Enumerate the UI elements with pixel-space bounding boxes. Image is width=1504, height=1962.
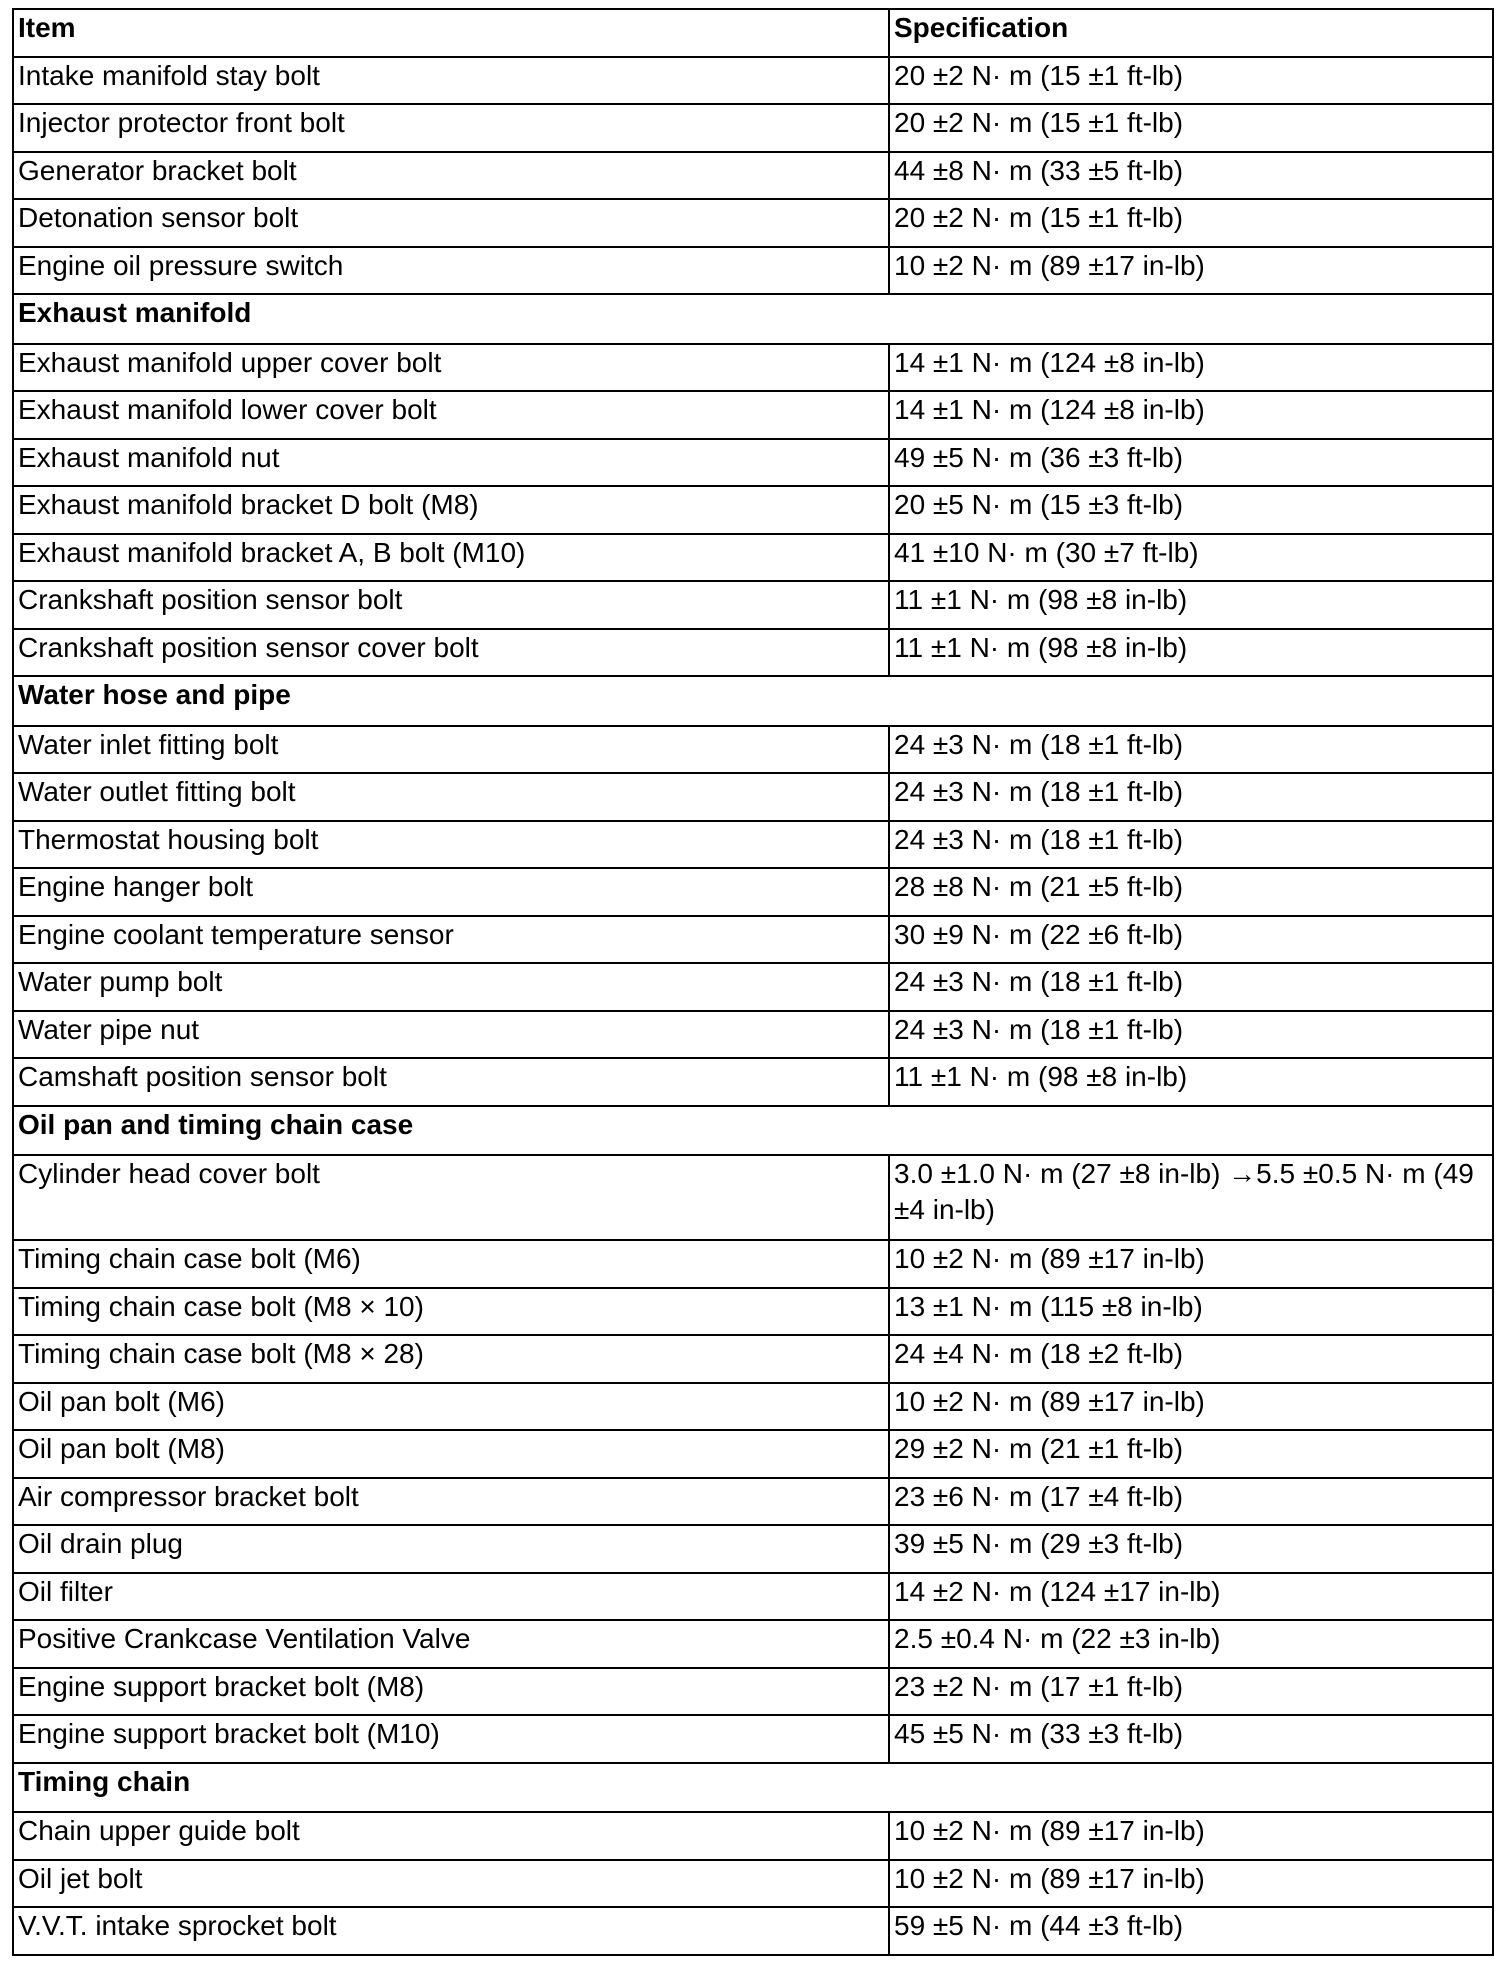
specification-cell: 13 ±1 N· m (115 ±8 in-lb): [889, 1288, 1493, 1336]
table-row: [13, 581, 1493, 629]
specification-cell: 59 ±5 N· m (44 ±3 ft-lb): [889, 1907, 1493, 1955]
item-cell: Exhaust manifold upper cover bolt: [13, 344, 889, 392]
table-row: [13, 1812, 1493, 1860]
table-row: [13, 1011, 1493, 1059]
item-cell: Exhaust manifold bracket D bolt (M8): [13, 486, 889, 534]
item-cell: Engine oil pressure switch: [13, 247, 889, 295]
table-row: [13, 1478, 1493, 1526]
item-cell: Positive Crankcase Ventilation Valve: [13, 1620, 889, 1668]
specification-cell: 10 ±2 N· m (89 ±17 in-lb): [889, 1240, 1493, 1288]
specification-cell: 14 ±2 N· m (124 ±17 in-lb): [889, 1573, 1493, 1621]
section-title: Water hose and pipe: [13, 676, 1493, 726]
item-cell: Thermostat housing bolt: [13, 821, 889, 869]
specification-cell: 24 ±3 N· m (18 ±1 ft-lb): [889, 963, 1493, 1011]
specification-cell: 24 ±4 N· m (18 ±2 ft-lb): [889, 1335, 1493, 1383]
specification-cell: 10 ±2 N· m (89 ±17 in-lb): [889, 1812, 1493, 1860]
item-cell: Water pipe nut: [13, 1011, 889, 1059]
specification-cell: 3.0 ±1.0 N· m (27 ±8 in-lb) →5.5 ±0.5 N· m (49 ±4 in-lb): [889, 1155, 1493, 1240]
header-item: Item: [13, 9, 889, 57]
specification-cell: 41 ±10 N· m (30 ±7 ft-lb): [889, 534, 1493, 582]
table-row: [13, 152, 1493, 200]
item-cell: Chain upper guide bolt: [13, 1812, 889, 1860]
specification-cell: 23 ±2 N· m (17 ±1 ft-lb): [889, 1668, 1493, 1716]
table-row: [13, 821, 1493, 869]
specification-cell: 29 ±2 N· m (21 ±1 ft-lb): [889, 1430, 1493, 1478]
specification-cell: 20 ±2 N· m (15 ±1 ft-lb): [889, 57, 1493, 105]
specification-cell: 20 ±5 N· m (15 ±3 ft-lb): [889, 486, 1493, 534]
table-row: [13, 1240, 1493, 1288]
table-row: [13, 1620, 1493, 1668]
specification-cell: 2.5 ±0.4 N· m (22 ±3 in-lb): [889, 1620, 1493, 1668]
specification-cell: 11 ±1 N· m (98 ±8 in-lb): [889, 1058, 1493, 1106]
table-row: [13, 629, 1493, 677]
table-row: [13, 773, 1493, 821]
specification-cell: 20 ±2 N· m (15 ±1 ft-lb): [889, 104, 1493, 152]
item-cell: Exhaust manifold lower cover bolt: [13, 391, 889, 439]
specification-cell: 10 ±2 N· m (89 ±17 in-lb): [889, 1383, 1493, 1431]
item-cell: Engine support bracket bolt (M8): [13, 1668, 889, 1716]
table-row: [13, 486, 1493, 534]
item-cell: Timing chain case bolt (M6): [13, 1240, 889, 1288]
specification-cell: 10 ±2 N· m (89 ±17 in-lb): [889, 1860, 1493, 1908]
table-row: [13, 247, 1493, 295]
item-cell: Injector protector front bolt: [13, 104, 889, 152]
item-cell: Exhaust manifold nut: [13, 439, 889, 487]
table-row: [13, 391, 1493, 439]
specification-cell: 11 ±1 N· m (98 ±8 in-lb): [889, 581, 1493, 629]
table-row: [13, 439, 1493, 487]
item-cell: Generator bracket bolt: [13, 152, 889, 200]
item-cell: Crankshaft position sensor bolt: [13, 581, 889, 629]
item-cell: Detonation sensor bolt: [13, 199, 889, 247]
item-cell: Oil jet bolt: [13, 1860, 889, 1908]
item-cell: Oil pan bolt (M6): [13, 1383, 889, 1431]
table-row: [13, 1715, 1493, 1763]
specification-cell: 39 ±5 N· m (29 ±3 ft-lb): [889, 1525, 1493, 1573]
table-row: [13, 868, 1493, 916]
table-row: [13, 1383, 1493, 1431]
item-cell: Camshaft position sensor bolt: [13, 1058, 889, 1106]
specification-cell: 49 ±5 N· m (36 ±3 ft-lb): [889, 439, 1493, 487]
specification-cell: 24 ±3 N· m (18 ±1 ft-lb): [889, 726, 1493, 774]
item-cell: Water inlet fitting bolt: [13, 726, 889, 774]
specification-cell: 10 ±2 N· m (89 ±17 in-lb): [889, 247, 1493, 295]
item-cell: Engine hanger bolt: [13, 868, 889, 916]
section-header-row: [13, 1763, 1493, 1813]
specification-cell: 24 ±3 N· m (18 ±1 ft-lb): [889, 1011, 1493, 1059]
item-cell: Air compressor bracket bolt: [13, 1478, 889, 1526]
table-row: [13, 1335, 1493, 1383]
table-row: [13, 916, 1493, 964]
table-row: [13, 1430, 1493, 1478]
item-cell: Oil drain plug: [13, 1525, 889, 1573]
table-row: [13, 1155, 1493, 1240]
specification-cell: 24 ±3 N· m (18 ±1 ft-lb): [889, 773, 1493, 821]
item-cell: Exhaust manifold bracket A, B bolt (M10): [13, 534, 889, 582]
specification-cell: 24 ±3 N· m (18 ±1 ft-lb): [889, 821, 1493, 869]
specification-cell: 45 ±5 N· m (33 ±3 ft-lb): [889, 1715, 1493, 1763]
specification-cell: 23 ±6 N· m (17 ±4 ft-lb): [889, 1478, 1493, 1526]
table-row: [13, 1058, 1493, 1106]
section-header-row: [13, 1106, 1493, 1156]
table-row: [13, 57, 1493, 105]
table-header-row: [13, 9, 1493, 57]
table-row: [13, 199, 1493, 247]
header-specification: Specification: [889, 9, 1493, 57]
item-cell: Water pump bolt: [13, 963, 889, 1011]
table-row: [13, 1668, 1493, 1716]
specification-cell: 14 ±1 N· m (124 ±8 in-lb): [889, 344, 1493, 392]
item-cell: Intake manifold stay bolt: [13, 57, 889, 105]
specification-cell: 14 ±1 N· m (124 ±8 in-lb): [889, 391, 1493, 439]
table-row: [13, 1573, 1493, 1621]
specification-cell: 11 ±1 N· m (98 ±8 in-lb): [889, 629, 1493, 677]
table-row: [13, 344, 1493, 392]
table-row: [13, 534, 1493, 582]
section-title: Exhaust manifold: [13, 294, 1493, 344]
item-cell: Timing chain case bolt (M8 × 10): [13, 1288, 889, 1336]
table-row: [13, 1860, 1493, 1908]
item-cell: Water outlet fitting bolt: [13, 773, 889, 821]
item-cell: Oil filter: [13, 1573, 889, 1621]
specification-cell: 20 ±2 N· m (15 ±1 ft-lb): [889, 199, 1493, 247]
table-row: [13, 726, 1493, 774]
section-header-row: [13, 676, 1493, 726]
specification-cell: 30 ±9 N· m (22 ±6 ft-lb): [889, 916, 1493, 964]
section-header-row: [13, 294, 1493, 344]
section-title: Oil pan and timing chain case: [13, 1106, 1493, 1156]
item-cell: V.V.T. intake sprocket bolt: [13, 1907, 889, 1955]
item-cell: Engine support bracket bolt (M10): [13, 1715, 889, 1763]
table-row: [13, 104, 1493, 152]
table-row: [13, 1907, 1493, 1955]
torque-spec-table: [12, 8, 1494, 1956]
table-row: [13, 963, 1493, 1011]
table-body: [13, 57, 1493, 1955]
section-title: Timing chain: [13, 1763, 1493, 1813]
table-row: [13, 1288, 1493, 1336]
item-cell: Timing chain case bolt (M8 × 28): [13, 1335, 889, 1383]
item-cell: Crankshaft position sensor cover bolt: [13, 629, 889, 677]
item-cell: Cylinder head cover bolt: [13, 1155, 889, 1240]
item-cell: Oil pan bolt (M8): [13, 1430, 889, 1478]
item-cell: Engine coolant temperature sensor: [13, 916, 889, 964]
table-row: [13, 1525, 1493, 1573]
specification-cell: 44 ±8 N· m (33 ±5 ft-lb): [889, 152, 1493, 200]
specification-cell: 28 ±8 N· m (21 ±5 ft-lb): [889, 868, 1493, 916]
